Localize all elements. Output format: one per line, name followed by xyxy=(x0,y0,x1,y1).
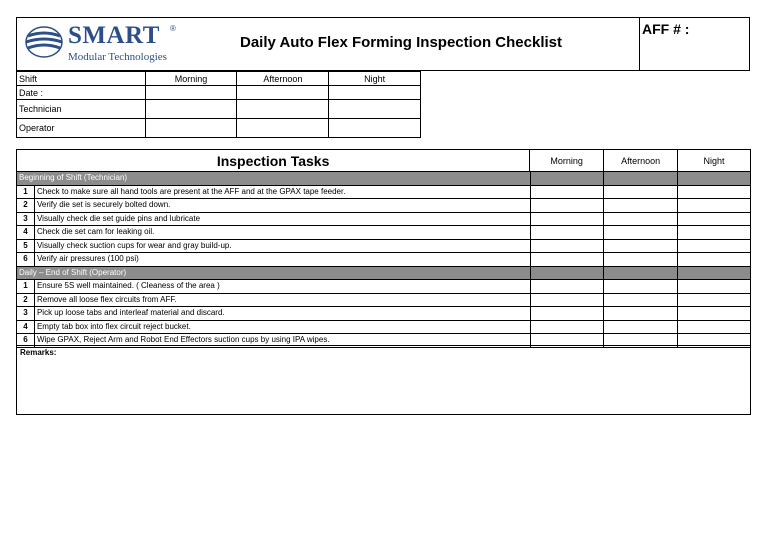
tasks-morning-header: Morning xyxy=(530,150,604,172)
task-row xyxy=(17,199,751,213)
task-afternoon-checkbox-cell[interactable] xyxy=(604,307,678,321)
technician-afternoon-cell[interactable] xyxy=(237,100,329,119)
shift-morning-header: Morning xyxy=(145,72,237,86)
shift-header-row xyxy=(17,72,421,86)
tasks-header-table xyxy=(16,149,751,172)
globe-icon xyxy=(24,24,64,60)
section-title: Daily – End of Shift (Operator) xyxy=(17,266,531,280)
task-afternoon-checkbox-cell[interactable] xyxy=(604,212,678,226)
task-night-checkbox-cell[interactable] xyxy=(678,185,751,199)
date-row xyxy=(17,86,421,100)
task-text: Check to make sure all hand tools are present at the AFF and at the GPAX tape feeder. xyxy=(34,185,530,199)
task-night-checkbox-cell[interactable] xyxy=(678,280,751,294)
task-night-checkbox-cell[interactable] xyxy=(678,226,751,240)
task-afternoon-checkbox-cell[interactable] xyxy=(604,320,678,334)
task-number: 4 xyxy=(17,320,35,334)
section-shaded-cell xyxy=(604,172,678,186)
task-number: 4 xyxy=(17,226,35,240)
task-row xyxy=(17,293,751,307)
task-row xyxy=(17,185,751,199)
shift-label: Shift xyxy=(17,72,146,86)
smart-logo xyxy=(24,22,176,64)
operator-row xyxy=(17,119,421,138)
task-morning-checkbox-cell[interactable] xyxy=(530,320,604,334)
operator-morning-cell[interactable] xyxy=(145,119,237,138)
task-number: 1 xyxy=(17,185,35,199)
task-number: 2 xyxy=(17,293,35,307)
task-morning-checkbox-cell[interactable] xyxy=(530,199,604,213)
task-morning-checkbox-cell[interactable] xyxy=(530,212,604,226)
task-night-checkbox-cell[interactable] xyxy=(678,239,751,253)
task-number: 6 xyxy=(17,334,35,348)
operator-afternoon-cell[interactable] xyxy=(237,119,329,138)
tasks-table xyxy=(16,171,751,348)
task-night-checkbox-cell[interactable] xyxy=(678,307,751,321)
task-row xyxy=(17,280,751,294)
task-row xyxy=(17,307,751,321)
section-header-row xyxy=(17,266,751,280)
task-night-checkbox-cell[interactable] xyxy=(678,212,751,226)
task-morning-checkbox-cell[interactable] xyxy=(530,239,604,253)
tasks-afternoon-header: Afternoon xyxy=(604,150,678,172)
task-morning-checkbox-cell[interactable] xyxy=(530,293,604,307)
task-number: 6 xyxy=(17,253,35,267)
task-row xyxy=(17,320,751,334)
task-text: Check die set cam for leaking oil. xyxy=(34,226,530,240)
section-header-row xyxy=(17,172,751,186)
task-morning-checkbox-cell[interactable] xyxy=(530,280,604,294)
task-number: 1 xyxy=(17,280,35,294)
date-night-cell[interactable] xyxy=(329,86,421,100)
task-afternoon-checkbox-cell[interactable] xyxy=(604,253,678,267)
task-number: 5 xyxy=(17,239,35,253)
task-afternoon-checkbox-cell[interactable] xyxy=(604,239,678,253)
task-afternoon-checkbox-cell[interactable] xyxy=(604,293,678,307)
technician-morning-cell[interactable] xyxy=(145,100,237,119)
section-shaded-cell xyxy=(678,266,751,280)
task-row xyxy=(17,212,751,226)
task-text: Empty tab box into flex circuit reject bucket. xyxy=(34,320,530,334)
shift-night-header: Night xyxy=(329,72,421,86)
task-number: 2 xyxy=(17,199,35,213)
task-number: 3 xyxy=(17,307,35,321)
technician-label: Technician xyxy=(17,100,146,119)
task-afternoon-checkbox-cell[interactable] xyxy=(604,226,678,240)
task-morning-checkbox-cell[interactable] xyxy=(530,307,604,321)
tasks-night-header: Night xyxy=(678,150,751,172)
task-text: Verify air pressures (100 psi) xyxy=(34,253,530,267)
task-night-checkbox-cell[interactable] xyxy=(678,199,751,213)
page-title: Daily Auto Flex Forming Inspection Checklist xyxy=(240,34,562,51)
section-shaded-cell xyxy=(604,266,678,280)
task-text: Visually check die set guide pins and lubricate xyxy=(34,212,530,226)
task-night-checkbox-cell[interactable] xyxy=(678,293,751,307)
section-shaded-cell xyxy=(530,172,604,186)
date-morning-cell[interactable] xyxy=(145,86,237,100)
operator-night-cell[interactable] xyxy=(329,119,421,138)
inspection-tasks-title: Inspection Tasks xyxy=(17,150,530,172)
aff-number-label: AFF # : xyxy=(642,21,690,37)
shift-afternoon-header: Afternoon xyxy=(237,72,329,86)
section-shaded-cell xyxy=(530,266,604,280)
task-afternoon-checkbox-cell[interactable] xyxy=(604,280,678,294)
task-afternoon-checkbox-cell[interactable] xyxy=(604,199,678,213)
task-text: Wipe GPAX, Reject Arm and Robot End Effectors suction cups by using IPA wipes. xyxy=(34,334,530,348)
logo-text: SMART xyxy=(68,22,160,49)
task-text: Remove all loose flex circuits from AFF. xyxy=(34,293,530,307)
date-label: Date : xyxy=(17,86,146,100)
section-shaded-cell xyxy=(678,172,751,186)
task-row xyxy=(17,239,751,253)
task-text: Pick up loose tabs and interleaf material and discard. xyxy=(34,307,530,321)
shift-table xyxy=(16,71,421,138)
technician-row xyxy=(17,100,421,119)
task-text: Verify die set is securely bolted down. xyxy=(34,199,530,213)
task-number: 3 xyxy=(17,212,35,226)
task-text: Ensure 5S well maintained. ( Cleaness of the area ) xyxy=(34,280,530,294)
task-text: Visually check suction cups for wear and gray build-up. xyxy=(34,239,530,253)
section-title: Beginning of Shift (Technician) xyxy=(17,172,531,186)
date-afternoon-cell[interactable] xyxy=(237,86,329,100)
task-night-checkbox-cell[interactable] xyxy=(678,253,751,267)
task-morning-checkbox-cell[interactable] xyxy=(530,226,604,240)
logo-registered-mark: ® xyxy=(170,24,176,33)
task-morning-checkbox-cell[interactable] xyxy=(530,253,604,267)
task-night-checkbox-cell[interactable] xyxy=(678,320,751,334)
logo-subtitle: Modular Technologies xyxy=(68,51,167,63)
operator-label: Operator xyxy=(17,119,146,138)
technician-night-cell[interactable] xyxy=(329,100,421,119)
task-afternoon-checkbox-cell[interactable] xyxy=(604,185,678,199)
remarks-label: Remarks: xyxy=(20,348,57,357)
task-row xyxy=(17,226,751,240)
task-row xyxy=(17,253,751,267)
remarks-box[interactable] xyxy=(16,345,751,415)
task-morning-checkbox-cell[interactable] xyxy=(530,185,604,199)
